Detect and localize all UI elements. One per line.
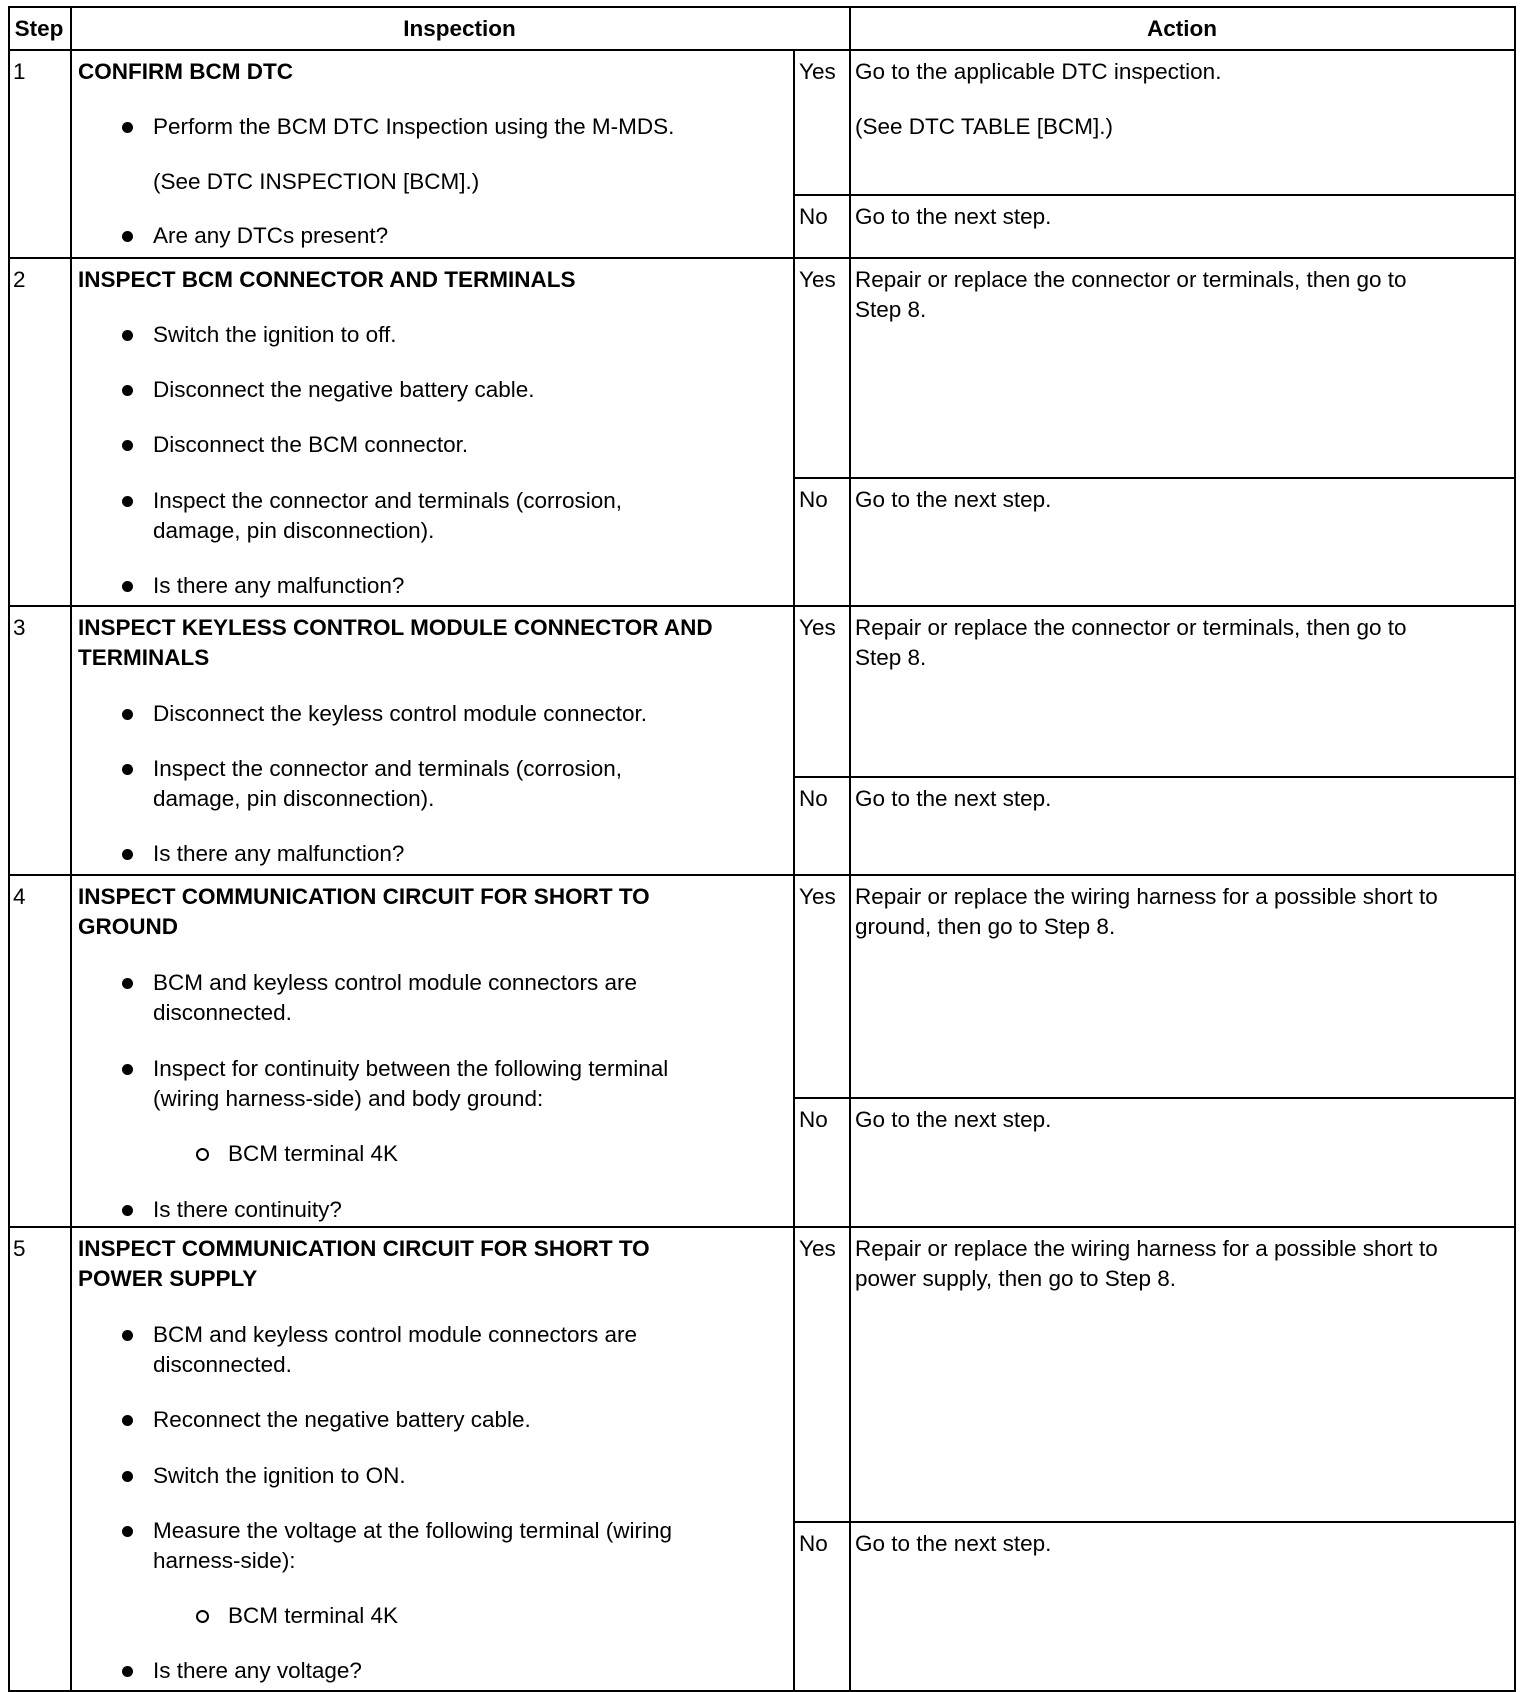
- bullet-icon: [122, 330, 133, 341]
- header-inspection: Inspection: [403, 16, 516, 41]
- no-action: Go to the next step.: [855, 487, 1052, 512]
- inspection-item: disconnected.: [153, 1352, 292, 1377]
- header-bottom-border: [8, 49, 1514, 51]
- inspection-item: Are any DTCs present?: [153, 223, 389, 248]
- bullet-icon: [122, 1330, 133, 1341]
- yes-action: power supply, then go to Step 8.: [855, 1266, 1177, 1291]
- yesno-column-divider: [793, 49, 795, 1690]
- yes-action: (See DTC TABLE [BCM].): [855, 114, 1113, 139]
- yes-action: Repair or replace the connector or terminals, then go to: [855, 615, 1407, 640]
- yes-action: Go to the applicable DTC inspection.: [855, 59, 1222, 84]
- table-right-border: [1514, 6, 1516, 1690]
- bullet-icon: [122, 849, 133, 860]
- no-label: No: [799, 786, 828, 811]
- no-action: Go to the next step.: [855, 1531, 1052, 1556]
- no-action: Go to the next step.: [855, 204, 1052, 229]
- sub-bullet-icon: [196, 1610, 209, 1623]
- inspection-item: Is there continuity?: [153, 1197, 342, 1222]
- inspection-item: Inspect for continuity between the following terminal: [153, 1056, 669, 1081]
- bullet-icon: [122, 764, 133, 775]
- yes-label: Yes: [799, 884, 836, 909]
- bullet-icon: [122, 978, 133, 989]
- step-number: 2: [13, 267, 26, 292]
- row-divider: [8, 1226, 1514, 1228]
- yes-label: Yes: [799, 615, 836, 640]
- inspection-item: Disconnect the negative battery cable.: [153, 377, 535, 402]
- yes-action: Step 8.: [855, 645, 927, 670]
- inspection-item: Is there any malfunction?: [153, 573, 405, 598]
- table-top-border: [8, 6, 1514, 8]
- inspection-item: Switch the ignition to ON.: [153, 1463, 406, 1488]
- bullet-icon: [122, 1415, 133, 1426]
- no-label: No: [799, 1531, 828, 1556]
- inspection-item: Inspect the connector and terminals (corrosion,: [153, 756, 622, 781]
- inspection-item: (wiring harness-side) and body ground:: [153, 1086, 544, 1111]
- bullet-icon: [122, 1471, 133, 1482]
- yes-action: Step 8.: [855, 297, 927, 322]
- step-title: INSPECT KEYLESS CONTROL MODULE CONNECTOR AND: [78, 615, 713, 640]
- step-number: 1: [13, 59, 26, 84]
- step-number: 4: [13, 884, 26, 909]
- inspection-item: Measure the voltage at the following terminal (wiring: [153, 1518, 673, 1543]
- step-title: TERMINALS: [78, 645, 210, 670]
- bullet-icon: [122, 231, 133, 242]
- inspection-item: Reconnect the negative battery cable.: [153, 1407, 531, 1432]
- inspection-item: disconnected.: [153, 1000, 292, 1025]
- yes-label: Yes: [799, 267, 836, 292]
- step-title: GROUND: [78, 914, 178, 939]
- bullet-icon: [122, 1666, 133, 1677]
- inspection-subitem: BCM terminal 4K: [228, 1603, 399, 1628]
- bullet-icon: [122, 122, 133, 133]
- row-divider: [8, 257, 1514, 259]
- step-title: CONFIRM BCM DTC: [78, 59, 293, 84]
- bullet-icon: [122, 385, 133, 396]
- header-action: Action: [1147, 16, 1217, 41]
- bullet-icon: [122, 581, 133, 592]
- yes-no-divider: [793, 477, 1514, 479]
- yes-action: Repair or replace the wiring harness for a possible short to: [855, 1236, 1438, 1261]
- no-action: Go to the next step.: [855, 786, 1052, 811]
- yes-no-divider: [793, 776, 1514, 778]
- bullet-icon: [122, 1064, 133, 1075]
- inspection-item: Inspect the connector and terminals (corrosion,: [153, 488, 622, 513]
- no-label: No: [799, 1107, 828, 1132]
- inspection-item: damage, pin disconnection).: [153, 518, 435, 543]
- yes-action: ground, then go to Step 8.: [855, 914, 1116, 939]
- yes-action: Repair or replace the wiring harness for a possible short to: [855, 884, 1438, 909]
- inspection-item: Switch the ignition to off.: [153, 322, 397, 347]
- inspection-item: BCM and keyless control module connectors are: [153, 970, 637, 995]
- bullet-icon: [122, 440, 133, 451]
- inspection-item: Is there any voltage?: [153, 1658, 362, 1683]
- inspection-item: damage, pin disconnection).: [153, 786, 435, 811]
- inspection-note: (See DTC INSPECTION [BCM].): [153, 169, 480, 194]
- yes-label: Yes: [799, 59, 836, 84]
- yes-no-divider: [793, 194, 1514, 196]
- step-number: 3: [13, 615, 26, 640]
- inspection-item: Disconnect the BCM connector.: [153, 432, 469, 457]
- inspection-item: Perform the BCM DTC Inspection using the M-MDS.: [153, 114, 675, 139]
- step-title: INSPECT COMMUNICATION CIRCUIT FOR SHORT TO: [78, 884, 650, 909]
- inspection-item: Is there any malfunction?: [153, 841, 405, 866]
- inspection-subitem: BCM terminal 4K: [228, 1141, 399, 1166]
- inspection-item: harness-side):: [153, 1548, 296, 1573]
- step-title: INSPECT BCM CONNECTOR AND TERMINALS: [78, 267, 576, 292]
- yes-action: Repair or replace the connector or terminals, then go to: [855, 267, 1407, 292]
- step-title: INSPECT COMMUNICATION CIRCUIT FOR SHORT TO: [78, 1236, 650, 1261]
- no-action: Go to the next step.: [855, 1107, 1052, 1132]
- bullet-icon: [122, 709, 133, 720]
- yes-label: Yes: [799, 1236, 836, 1261]
- step-number: 5: [13, 1236, 26, 1261]
- bullet-icon: [122, 1205, 133, 1216]
- yes-no-divider: [793, 1097, 1514, 1099]
- no-label: No: [799, 204, 828, 229]
- no-label: No: [799, 487, 828, 512]
- bullet-icon: [122, 1526, 133, 1537]
- yes-no-divider: [793, 1521, 1514, 1523]
- inspection-item: BCM and keyless control module connectors are: [153, 1322, 637, 1347]
- inspection-item: Disconnect the keyless control module connector.: [153, 701, 648, 726]
- row-divider: [8, 874, 1514, 876]
- sub-bullet-icon: [196, 1148, 209, 1161]
- step-title: POWER SUPPLY: [78, 1266, 258, 1291]
- row-divider: [8, 605, 1514, 607]
- header-step: Step: [14, 16, 64, 41]
- bullet-icon: [122, 496, 133, 507]
